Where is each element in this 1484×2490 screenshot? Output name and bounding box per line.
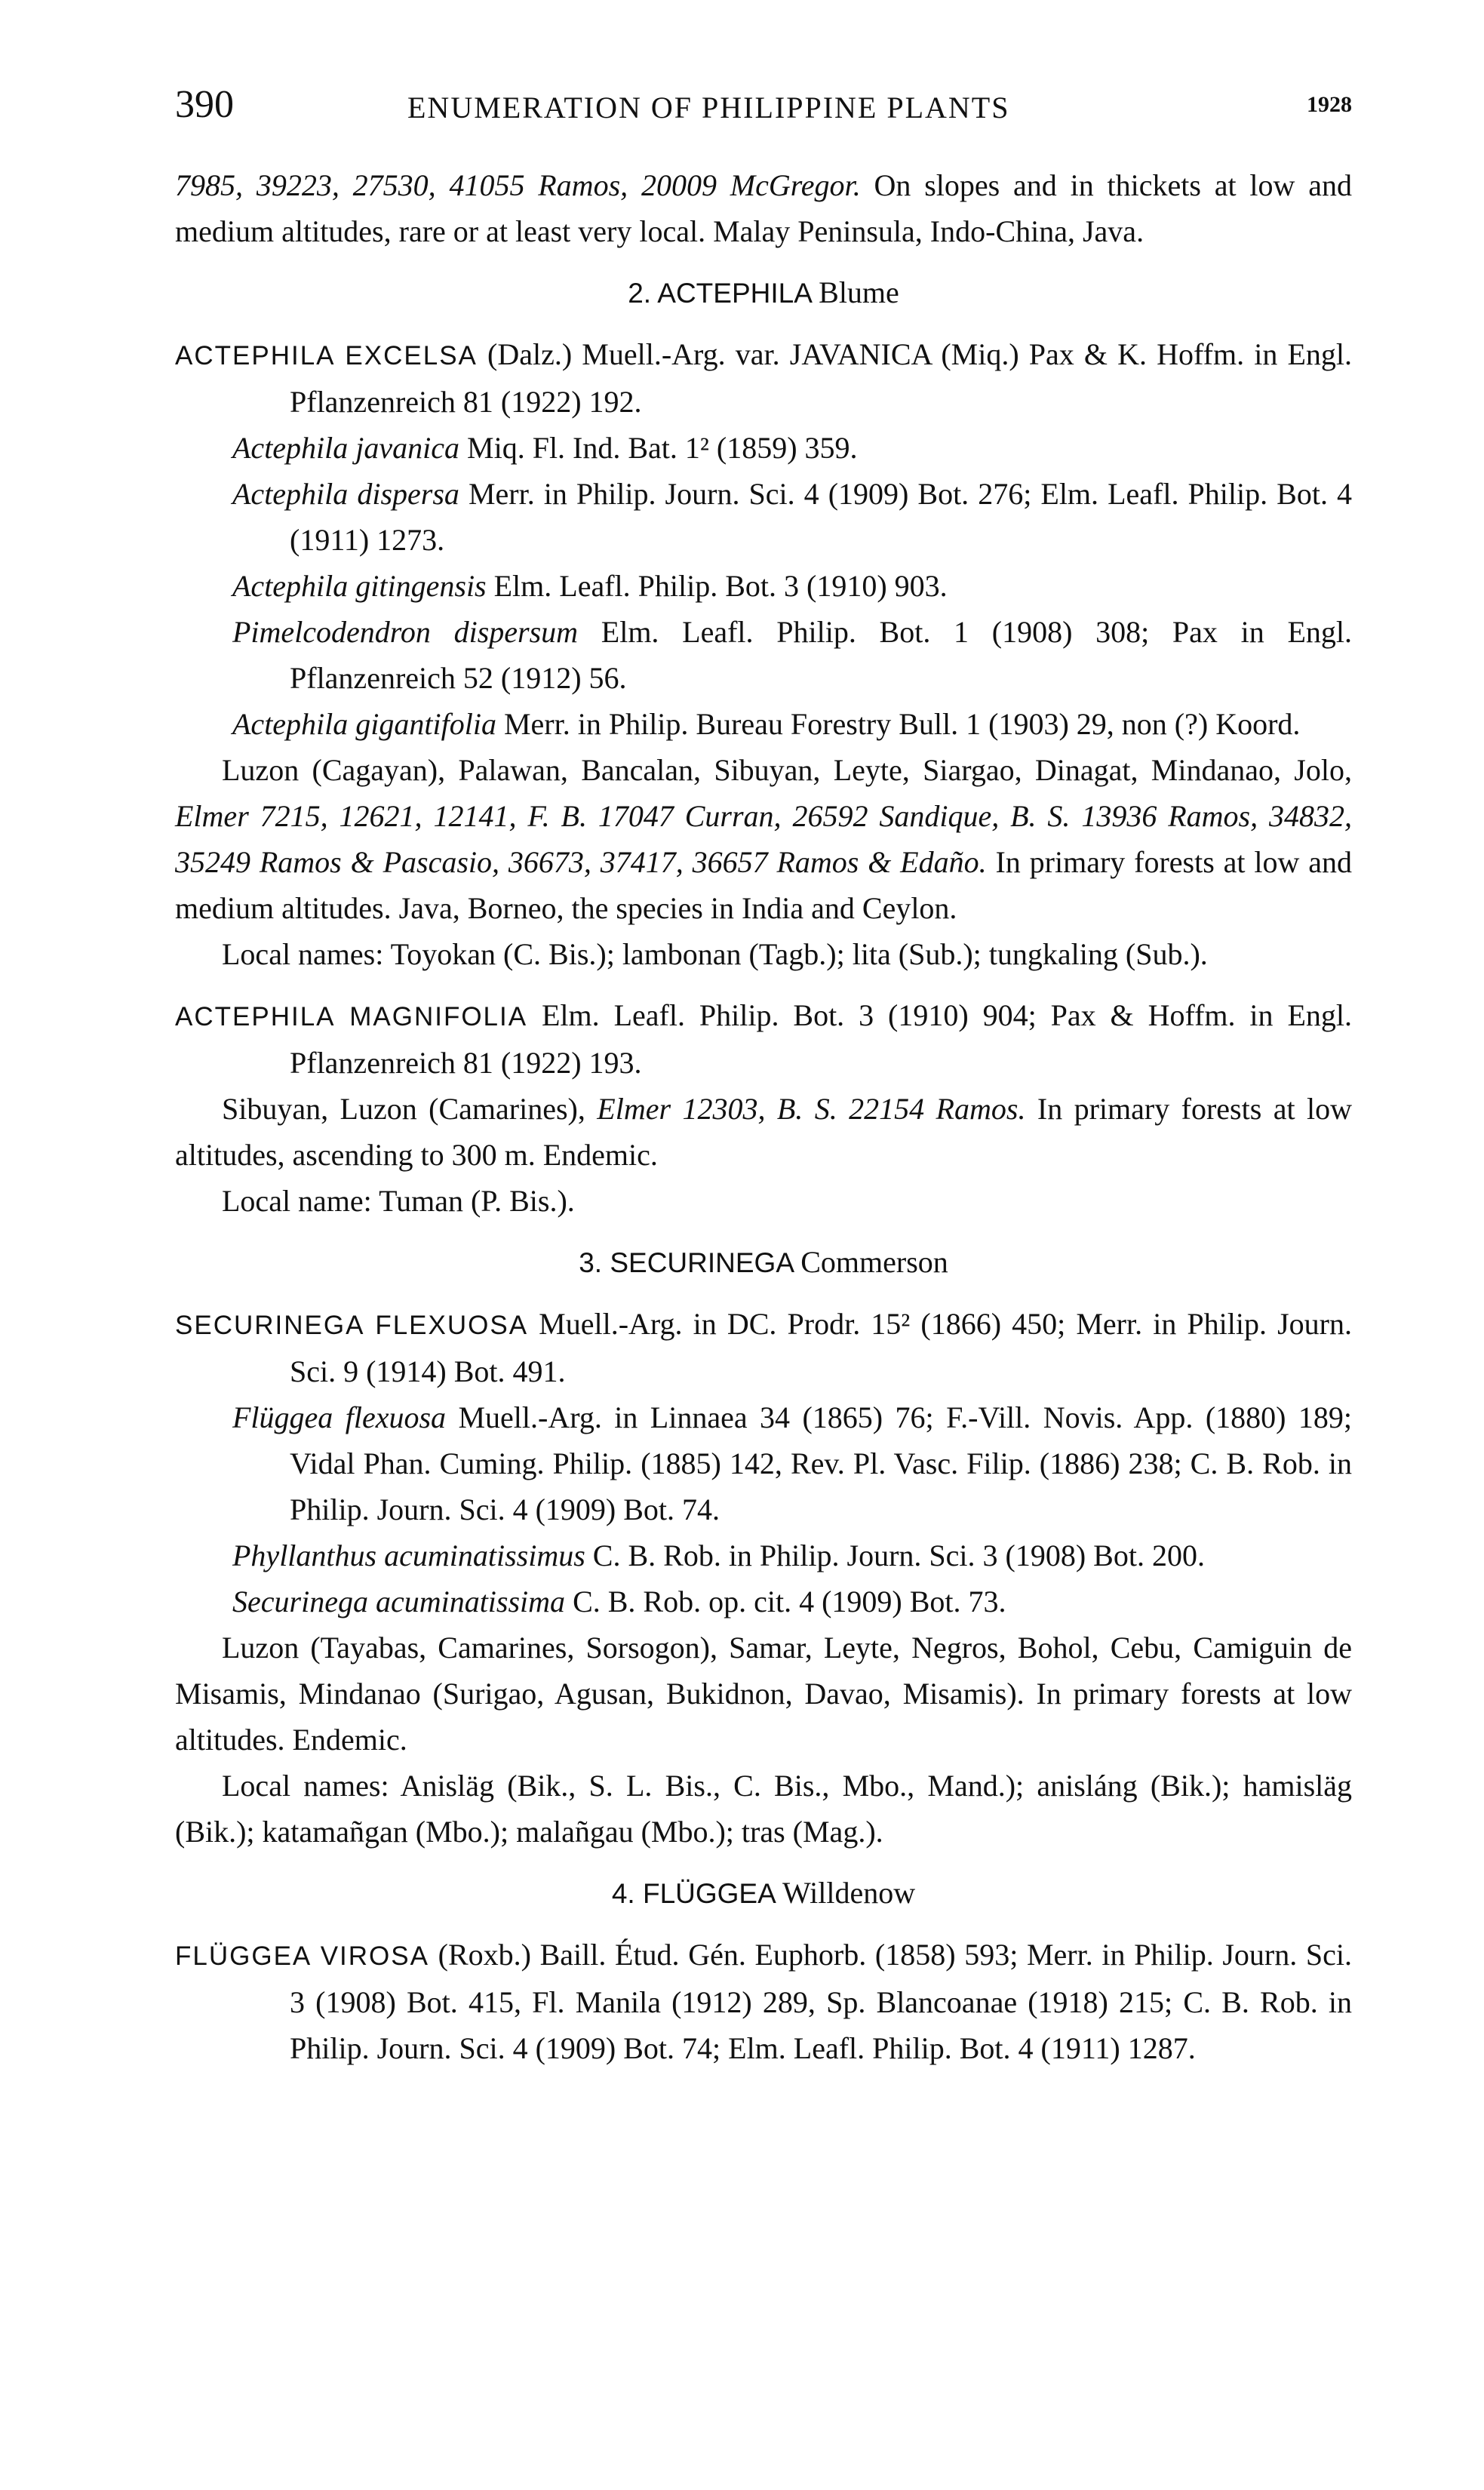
distribution-paragraph: Luzon (Tayabas, Camarines, Sorsogon), Samar, Leyte, Negros, Bohol, Cebu, Camiguin de Misamis, Mindanao (Surigao, Agusan, Bukidnon, Davao, Misamis). In primary forests at low altitudes. Endemic. [175, 1631, 1352, 1757]
genus-heading-securinega [175, 1239, 1352, 1286]
distribution-paragraph [175, 747, 1352, 931]
local-names: Local names: Toyokan (C. Bis.); lambonan (Tagb.); lita (Sub.); tungkaling (Sub.). [222, 937, 1208, 971]
distribution-paragraph [175, 1086, 1352, 1178]
synonym-name: Actephila gitingensis [232, 569, 487, 603]
synonym-name: Pimelcodendron dispersum [232, 615, 579, 649]
specimen-list: Elmer 7215, 12621, 12141, F. B. 17047 Curran, 26592 Sandique, B. S. 13936 Ramos, 34832, 35249 Ramos & Pascasio, 36673, 37417, 36657 Ramos & Edaño. [175, 799, 1352, 879]
distribution-text: Sibuyan, Luzon (Camarines), [222, 1092, 598, 1126]
page-number: 390 [175, 83, 234, 126]
synonym-name: Flüggea flexuosa [232, 1400, 447, 1434]
species-actephila-excelsa [175, 331, 1352, 425]
distribution-text: In primary forests at low altitudes, ascending to 300 m. Endemic. [175, 1092, 1353, 1172]
species-actephila-magnifolia [175, 992, 1352, 1086]
synonym-citation: C. B. Rob. op. cit. 4 (1909) Bot. 73. [565, 1585, 1006, 1618]
synonym [175, 701, 1352, 747]
synonym-citation: Muell.-Arg. in Linnaea 34 (1865) 76; F.-Vill. Novis. App. (1880) 189; Vidal Phan. Cuming. Philip. (1885) 142, Rev. Pl. Vasc. Filip. (1886) 238; C. B. Rob. in Philip. Journ. Sci. 4 (1909) Bot. 74. [290, 1400, 1353, 1526]
species-name: ACTEPHILA EXCELSA [175, 341, 478, 370]
species-citation: Elm. Leafl. Philip. Bot. 3 (1910) 904; Pax & Hoffm. in Engl. Pflanzenreich 81 (1922) 193. [290, 998, 1352, 1080]
synonym [175, 471, 1352, 563]
synonym-name: Actephila dispersa [232, 477, 459, 511]
species-name: SECURINEGA FLEXUOSA [175, 1311, 529, 1340]
synonym-name: Actephila javanica [232, 431, 460, 465]
synonym-name: Securinega acuminatissima [232, 1585, 566, 1618]
intro-paragraph [175, 162, 1352, 254]
page-body [175, 162, 1352, 2071]
synonym [175, 563, 1352, 609]
species-citation: (Dalz.) Muell.-Arg. var. JAVANICA (Miq.) Pax & K. Hoffm. in Engl. Pflanzenreich 81 (1922) 192. [290, 337, 1352, 419]
genus-heading-actephila [175, 269, 1352, 316]
synonym [175, 609, 1352, 701]
synonym-name: Actephila gigantifolia [232, 707, 496, 741]
synonym-citation: Elm. Leafl. Philip. Bot. 3 (1910) 903. [486, 569, 948, 603]
distribution-text: In primary forests at low and medium altitudes. Java, Borneo, the species in India and Ceylon. [175, 845, 1352, 925]
running-header [175, 85, 1352, 137]
intro-text: On slopes and in thickets at low and medium altitudes, rare or at least very local. Malay Peninsula, Indo-China, Java. [175, 168, 1352, 248]
running-title: ENUMERATION OF PHILIPPINE PLANTS [407, 91, 1010, 124]
specimen-list: Elmer 12303, B. S. 22154 Ramos. [597, 1092, 1026, 1126]
synonym-citation: Merr. in Philip. Journ. Sci. 4 (1909) Bot. 276; Elm. Leafl. Philip. Bot. 4 (1911) 1273. [290, 477, 1352, 557]
specimen-list: 7985, 39223, 27530, 41055 Ramos, 20009 McGregor. [175, 168, 861, 202]
synonym-citation: C. B. Rob. in Philip. Journ. Sci. 3 (1908) Bot. 200. [585, 1539, 1205, 1572]
species-fluggea-virosa [175, 1932, 1352, 2071]
local-name: Local name: Tuman (P. Bis.). [222, 1184, 575, 1218]
genus-name: 3. SECURINEGA [579, 1247, 793, 1278]
species-securinega-flexuosa [175, 1301, 1352, 1394]
synonym [175, 425, 1352, 471]
genus-name: 2. ACTEPHILA [628, 278, 811, 309]
synonym-citation: Merr. in Philip. Bureau Forestry Bull. 1 (1903) 29, non (?) Koord. [496, 707, 1301, 741]
synonym [175, 1579, 1352, 1625]
genus-author: Blume [819, 275, 899, 309]
species-name: FLÜGGEA VIROSA [175, 1941, 429, 1971]
genus-author: Commerson [800, 1245, 948, 1279]
distribution-text: Luzon (Cagayan), Palawan, Bancalan, Sibuyan, Leyte, Siargao, Dinagat, Mindanao, Jolo, [222, 753, 1352, 787]
synonym [175, 1394, 1352, 1532]
species-citation: Muell.-Arg. in DC. Prodr. 15² (1866) 450; Merr. in Philip. Journ. Sci. 9 (1914) Bot. 491. [290, 1307, 1353, 1388]
synonym-citation: Elm. Leafl. Philip. Bot. 1 (1908) 308; Pax in Engl. Pflanzenreich 52 (1912) 56. [290, 615, 1353, 695]
genus-author: Willdenow [782, 1876, 916, 1910]
genus-name: 4. FLÜGGEA [611, 1878, 775, 1909]
species-name: ACTEPHILA MAGNIFOLIA [175, 1002, 528, 1031]
species-citation: (Roxb.) Baill. Étud. Gén. Euphorb. (1858) 593; Merr. in Philip. Journ. Sci. 3 (1908) Bot. 415, Fl. Manila (1912) 289, Sp. Blancoanae (1918) 215; C. B. Rob. in Philip. Journ. Sci. 4 (1909) Bot. 74; Elm. Leafl. Philip. Bot. 4 (1911) 1287. [290, 1938, 1352, 2065]
local-names: Local names: Anisläg (Bik., S. L. Bis., C. Bis., Mbo., Mand.); anisláng (Bik.); hamisläg (Bik.); katamañgan (Mbo.); malañgau (Mbo.); tras (Mag.). [175, 1769, 1352, 1849]
header-year: 1928 [1307, 92, 1352, 117]
synonym-name: Phyllanthus acuminatissimus [232, 1539, 585, 1572]
synonym [175, 1532, 1352, 1579]
genus-heading-fluggea [175, 1870, 1352, 1917]
synonym-citation: Miq. Fl. Ind. Bat. 1² (1859) 359. [459, 431, 858, 465]
